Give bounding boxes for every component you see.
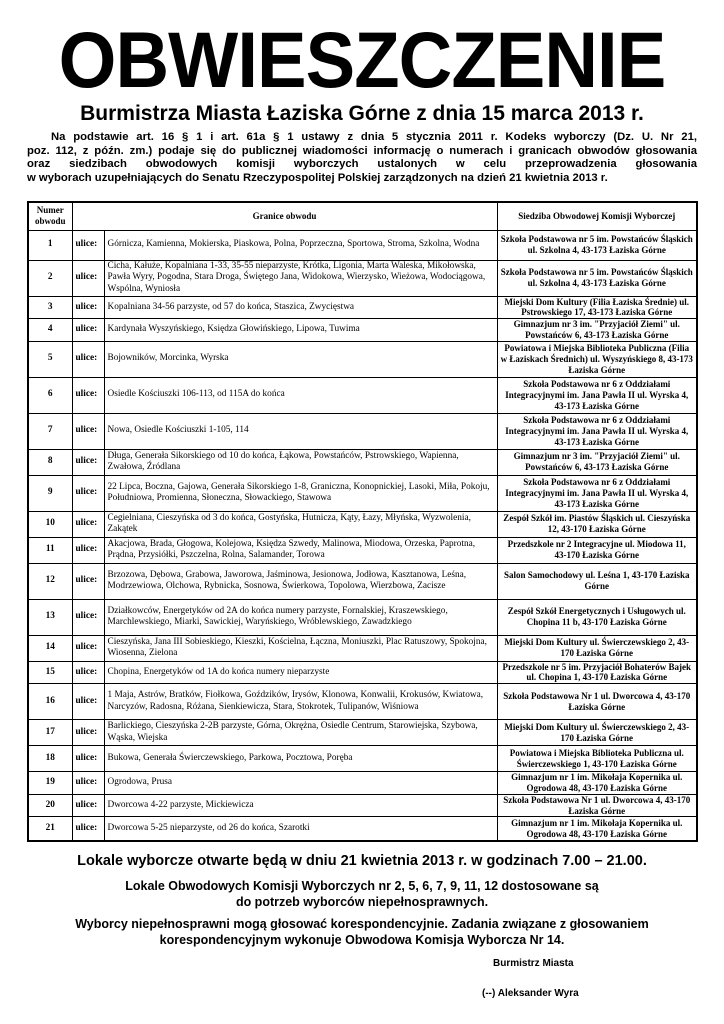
commission-seat: Gimnazjum nr 3 im. "Przyjaciół Ziemi" ul. Powstańców 6, 43-173 Łaziska Górne (497, 449, 697, 475)
voting-hours-notice: Lokale wyborcze otwarte będą w dniu 21 kwietnia 2013 r. w godzinach 7.00 – 21.00. (77, 853, 647, 869)
district-number: 8 (28, 449, 72, 475)
column-header-bounds: Granice obwodu (72, 202, 497, 230)
commission-seat: Zespół Szkół im. Piastów Śląskich ul. Cieszyńska 12, 43-170 Łaziska Górne (497, 511, 697, 537)
streets-prefix-label: ulice: (72, 720, 104, 746)
district-number: 7 (28, 413, 72, 449)
table-header-row (28, 202, 697, 230)
commission-seat: Powiatowa i Miejska Biblioteka Publiczna ul. Świerczewskiego 1, 43-170 Łaziska Górne (497, 746, 697, 772)
district-streets: Kopalniana 34-56 parzyste, od 57 do końca, Staszica, Zwycięstwa (104, 296, 497, 319)
district-streets: Brzozowa, Dębowa, Grabowa, Jaworowa, Jaśminowa, Jesionowa, Jodłowa, Kasztanowa, Leśna, Modrzewiowa, Olchowa, Rybnicka, Sosnowa, Świerkowa, Topolowa, Wierzbowa, Zacisze (104, 563, 497, 599)
commission-seat: Szkoła Podstawowa Nr 1 ul. Dworcowa 4, 43-170 Łaziska Górne (497, 794, 697, 817)
table-row (28, 511, 697, 537)
district-number: 4 (28, 319, 72, 342)
column-header-number: Numer obwodu (28, 202, 72, 230)
streets-prefix-label: ulice: (72, 684, 104, 720)
streets-prefix-label: ulice: (72, 341, 104, 377)
streets-prefix-label: ulice: (72, 413, 104, 449)
table-row (28, 260, 697, 296)
streets-prefix-label: ulice: (72, 537, 104, 563)
commission-seat: Szkoła Podstawowa nr 6 z Oddziałami Integracyjnymi im. Jana Pawła II ul. Wyrska 4, 43-173 Łaziska Górne (497, 377, 697, 413)
districts-table-wrapper (27, 201, 696, 839)
table-row (28, 413, 697, 449)
commission-seat: Salon Samochodowy ul. Leśna 1, 43-170 Łaziska Górne (497, 563, 697, 599)
streets-prefix-label: ulice: (72, 449, 104, 475)
streets-prefix-label: ulice: (72, 599, 104, 635)
table-row (28, 635, 697, 661)
commission-seat: Szkoła Podstawowa nr 6 z Oddziałami Integracyjnymi im. Jana Pawła II ul. Wyrska 4, 43-173 Łaziska Górne (497, 475, 697, 511)
district-number: 20 (28, 794, 72, 817)
district-number: 6 (28, 377, 72, 413)
streets-prefix-label: ulice: (72, 296, 104, 319)
table-row (28, 817, 697, 841)
district-number: 17 (28, 720, 72, 746)
streets-prefix-label: ulice: (72, 661, 104, 684)
commission-seat: Zespół Szkół Energetycznych i Usługowych ul. Chopina 11 b, 43-170 Łaziska Górne (497, 599, 697, 635)
commission-seat: Gimnazjum nr 3 im. "Przyjaciół Ziemi" ul. Powstańców 6, 43-173 Łaziska Górne (497, 319, 697, 342)
document-title: OBWIESZCZENIE (58, 15, 666, 104)
correspondence-notice-line: korespondencyjnym wykonuje Obwodowa Komisja Wyborcza Nr 14. (159, 933, 565, 947)
table-row (28, 475, 697, 511)
signature-role: Burmistrz Miasta (493, 958, 574, 969)
table-row (28, 563, 697, 599)
commission-seat: Przedszkole nr 5 im. Przyjaciół Bohaterów Bajek ul. Chopina 1, 43-170 Łaziska Górne (497, 661, 697, 684)
table-row (28, 449, 697, 475)
district-streets: Osiedle Kościuszki 106-113, od 115A do końca (104, 377, 497, 413)
streets-prefix-label: ulice: (72, 635, 104, 661)
district-streets: Ogrodowa, Prusa (104, 772, 497, 795)
table-row (28, 341, 697, 377)
table-row (28, 319, 697, 342)
district-number: 11 (28, 537, 72, 563)
commission-seat: Miejski Dom Kultury ul. Świerczewskiego 2, 43-170 Łaziska Górne (497, 720, 697, 746)
districts-table (27, 201, 698, 842)
district-number: 13 (28, 599, 72, 635)
table-row (28, 377, 697, 413)
district-streets: Barlickiego, Cieszyńska 2-2B parzyste, Górna, Okrężna, Osiedle Centrum, Starowiejska, Szybowa, Wąska, Wiejska (104, 720, 497, 746)
column-header-seat: Siedziba Obwodowej Komisji Wyborczej (497, 202, 697, 230)
districts-table-body (28, 230, 697, 841)
document-subtitle: Burmistrza Miasta Łaziska Górne z dnia 15 marca 2013 r. (80, 102, 644, 125)
correspondence-voting-notice (0, 916, 724, 948)
district-streets: Nowa, Osiedle Kościuszki 1-105, 114 (104, 413, 497, 449)
district-streets: 22 Lipca, Boczna, Gajowa, Generała Sikorskiego 1-8, Graniczna, Konopnickiej, Lasoki, Miła, Pokoju, Południowa, Promienna, Słoneczna, Słowackiego, Stawowa (104, 475, 497, 511)
commission-seat: Gimnazjum nr 1 im. Mikołaja Kopernika ul. Ogrodowa 48, 43-170 Łaziska Górne (497, 772, 697, 795)
district-streets: Cegielniana, Cieszyńska od 3 do końca, Gostyńska, Hutnicza, Kąty, Łazy, Młyńska, Wyzwolenia, Zakątek (104, 511, 497, 537)
commission-seat: Miejski Dom Kultury (Filia Łaziska Średnie) ul. Pstrowskiego 17, 43-173 Łaziska Górne (497, 296, 697, 319)
accessibility-notice (0, 878, 724, 910)
district-number: 21 (28, 817, 72, 841)
intro-line: poz. 112, z późn. zm.) podaje się do publicznej wiadomości informację o numerach i granicach obwodów głosowania (27, 144, 697, 157)
district-streets: Bojowników, Morcinka, Wyrska (104, 341, 497, 377)
streets-prefix-label: ulice: (72, 563, 104, 599)
district-streets: Dworcowa 4-22 parzyste, Mickiewicza (104, 794, 497, 817)
district-number: 3 (28, 296, 72, 319)
streets-prefix-label: ulice: (72, 817, 104, 841)
accessibility-notice-line: do potrzeb wyborców niepełnosprawnych. (235, 895, 489, 909)
correspondence-notice-line: Wyborcy niepełnosprawni mogą głosować korespondencyjnie. Zadania związane z głosowaniem (75, 917, 649, 931)
accessibility-notice-line: Lokale Obwodowych Komisji Wyborczych nr 2, 5, 6, 7, 9, 11, 12 dostosowane są (125, 879, 599, 893)
intro-line: Na podstawie art. 16 § 1 i art. 61a § 1 ustawy z dnia 5 stycznia 2011 r. Kodeks wyborczy (Dz. U. Nr 21, (51, 131, 697, 143)
commission-seat: Powiatowa i Miejska Biblioteka Publiczna (Filia w Łaziskach Średnich) ul. Wyszyńskiego 8, 43-173 Łaziska Górne (497, 341, 697, 377)
district-number: 16 (28, 684, 72, 720)
district-number: 12 (28, 563, 72, 599)
streets-prefix-label: ulice: (72, 260, 104, 296)
intro-line: oraz siedzibach obwodowych komisji wyborczych ustalonych w celu przeprowadzenia głosowania (27, 158, 697, 171)
table-row (28, 746, 697, 772)
district-streets: 1 Maja, Astrów, Bratków, Fiołkowa, Goździków, Irysów, Klonowa, Konwalii, Krokusów, Kwiatowa, Narcyzów, Radosna, Różana, Sienkiewicza, Stara, Stokrotek, Tulipanów, Wiśniowa (104, 684, 497, 720)
district-streets: Dworcowa 5-25 nieparzyste, od 26 do końca, Szarotki (104, 817, 497, 841)
commission-seat: Gimnazjum nr 1 im. Mikołaja Kopernika ul. Ogrodowa 48, 43-170 Łaziska Górne (497, 817, 697, 841)
streets-prefix-label: ulice: (72, 772, 104, 795)
intro-paragraph (27, 131, 697, 185)
commission-seat: Szkoła Podstawowa nr 5 im. Powstańców Śląskich ul. Szkolna 4, 43-173 Łaziska Górne (497, 230, 697, 260)
table-row (28, 794, 697, 817)
district-number: 18 (28, 746, 72, 772)
signature-name: (--) Aleksander Wyra (482, 988, 579, 999)
district-number: 15 (28, 661, 72, 684)
district-streets: Działkowców, Energetyków od 2A do końca numery parzyste, Fornalskiej, Kraszewskiego, Marchlewskiego, Miarki, Sawickiej, Waryńskiego, Wróblewskiego, Zawadzkiego (104, 599, 497, 635)
commission-seat: Szkoła Podstawowa nr 5 im. Powstańców Śląskich ul. Szkolna 4, 43-173 Łaziska Górne (497, 260, 697, 296)
district-streets: Cicha, Kałuże, Kopalniana 1-33, 35-55 nieparzyste, Krótka, Ligonia, Marta Waleska, Mikołowska, Pawła Wyry, Pogodna, Stara Droga, Świętego Jana, Widokowa, Wierzysko, Wieżowa, Wodociągowa, Wspólna, Wyniosła (104, 260, 497, 296)
table-row (28, 296, 697, 319)
district-number: 2 (28, 260, 72, 296)
streets-prefix-label: ulice: (72, 511, 104, 537)
table-row (28, 230, 697, 260)
district-number: 9 (28, 475, 72, 511)
table-row (28, 599, 697, 635)
table-row (28, 537, 697, 563)
streets-prefix-label: ulice: (72, 377, 104, 413)
table-row (28, 720, 697, 746)
district-number: 1 (28, 230, 72, 260)
intro-line: w wyborach uzupełniających do Senatu Rzeczypospolitej Polskiej zarządzonych na dzień 21 kwietnia 2013 r. (27, 171, 608, 184)
table-row (28, 772, 697, 795)
streets-prefix-label: ulice: (72, 319, 104, 342)
commission-seat: Szkoła Podstawowa nr 6 z Oddziałami Integracyjnymi im. Jana Pawła II ul. Wyrska 4, 43-173 Łaziska Górne (497, 413, 697, 449)
streets-prefix-label: ulice: (72, 746, 104, 772)
table-row (28, 661, 697, 684)
commission-seat: Przedszkole nr 2 Integracyjne ul. Miodowa 11, 43-170 Łaziska Górne (497, 537, 697, 563)
commission-seat: Miejski Dom Kultury ul. Świerczewskiego 2, 43-170 Łaziska Górne (497, 635, 697, 661)
district-streets: Akacjowa, Brada, Głogowa, Kolejowa, Księdza Szwedy, Malinowa, Miodowa, Orzeska, Paprotna, Prądna, Przysiółki, Pszczelna, Rolna, Salamander, Torowa (104, 537, 497, 563)
commission-seat: Szkoła Podstawowa Nr 1 ul. Dworcowa 4, 43-170 Łaziska Górne (497, 684, 697, 720)
streets-prefix-label: ulice: (72, 794, 104, 817)
district-number: 5 (28, 341, 72, 377)
district-streets: Chopina, Energetyków od 1A do końca numery nieparzyste (104, 661, 497, 684)
district-streets: Cieszyńska, Jana III Sobieskiego, Kieszki, Kościelna, Łączna, Moniuszki, Plac Ratuszowy, Spokojna, Wiosenna, Zielona (104, 635, 497, 661)
streets-prefix-label: ulice: (72, 230, 104, 260)
district-streets: Bukowa, Generała Świerczewskiego, Parkowa, Pocztowa, Poręba (104, 746, 497, 772)
table-row (28, 684, 697, 720)
district-number: 10 (28, 511, 72, 537)
district-number: 19 (28, 772, 72, 795)
district-number: 14 (28, 635, 72, 661)
streets-prefix-label: ulice: (72, 475, 104, 511)
district-streets: Długa, Generała Sikorskiego od 10 do końca, Łąkowa, Powstańców, Pstrowskiego, Wapienna, Zwałowa, Źródlana (104, 449, 497, 475)
district-streets: Kardynała Wyszyńskiego, Księdza Głowińskiego, Lipowa, Tuwima (104, 319, 497, 342)
district-streets: Górnicza, Kamienna, Mokierska, Piaskowa, Polna, Poprzeczna, Sportowa, Stroma, Szkolna, Wodna (104, 230, 497, 260)
